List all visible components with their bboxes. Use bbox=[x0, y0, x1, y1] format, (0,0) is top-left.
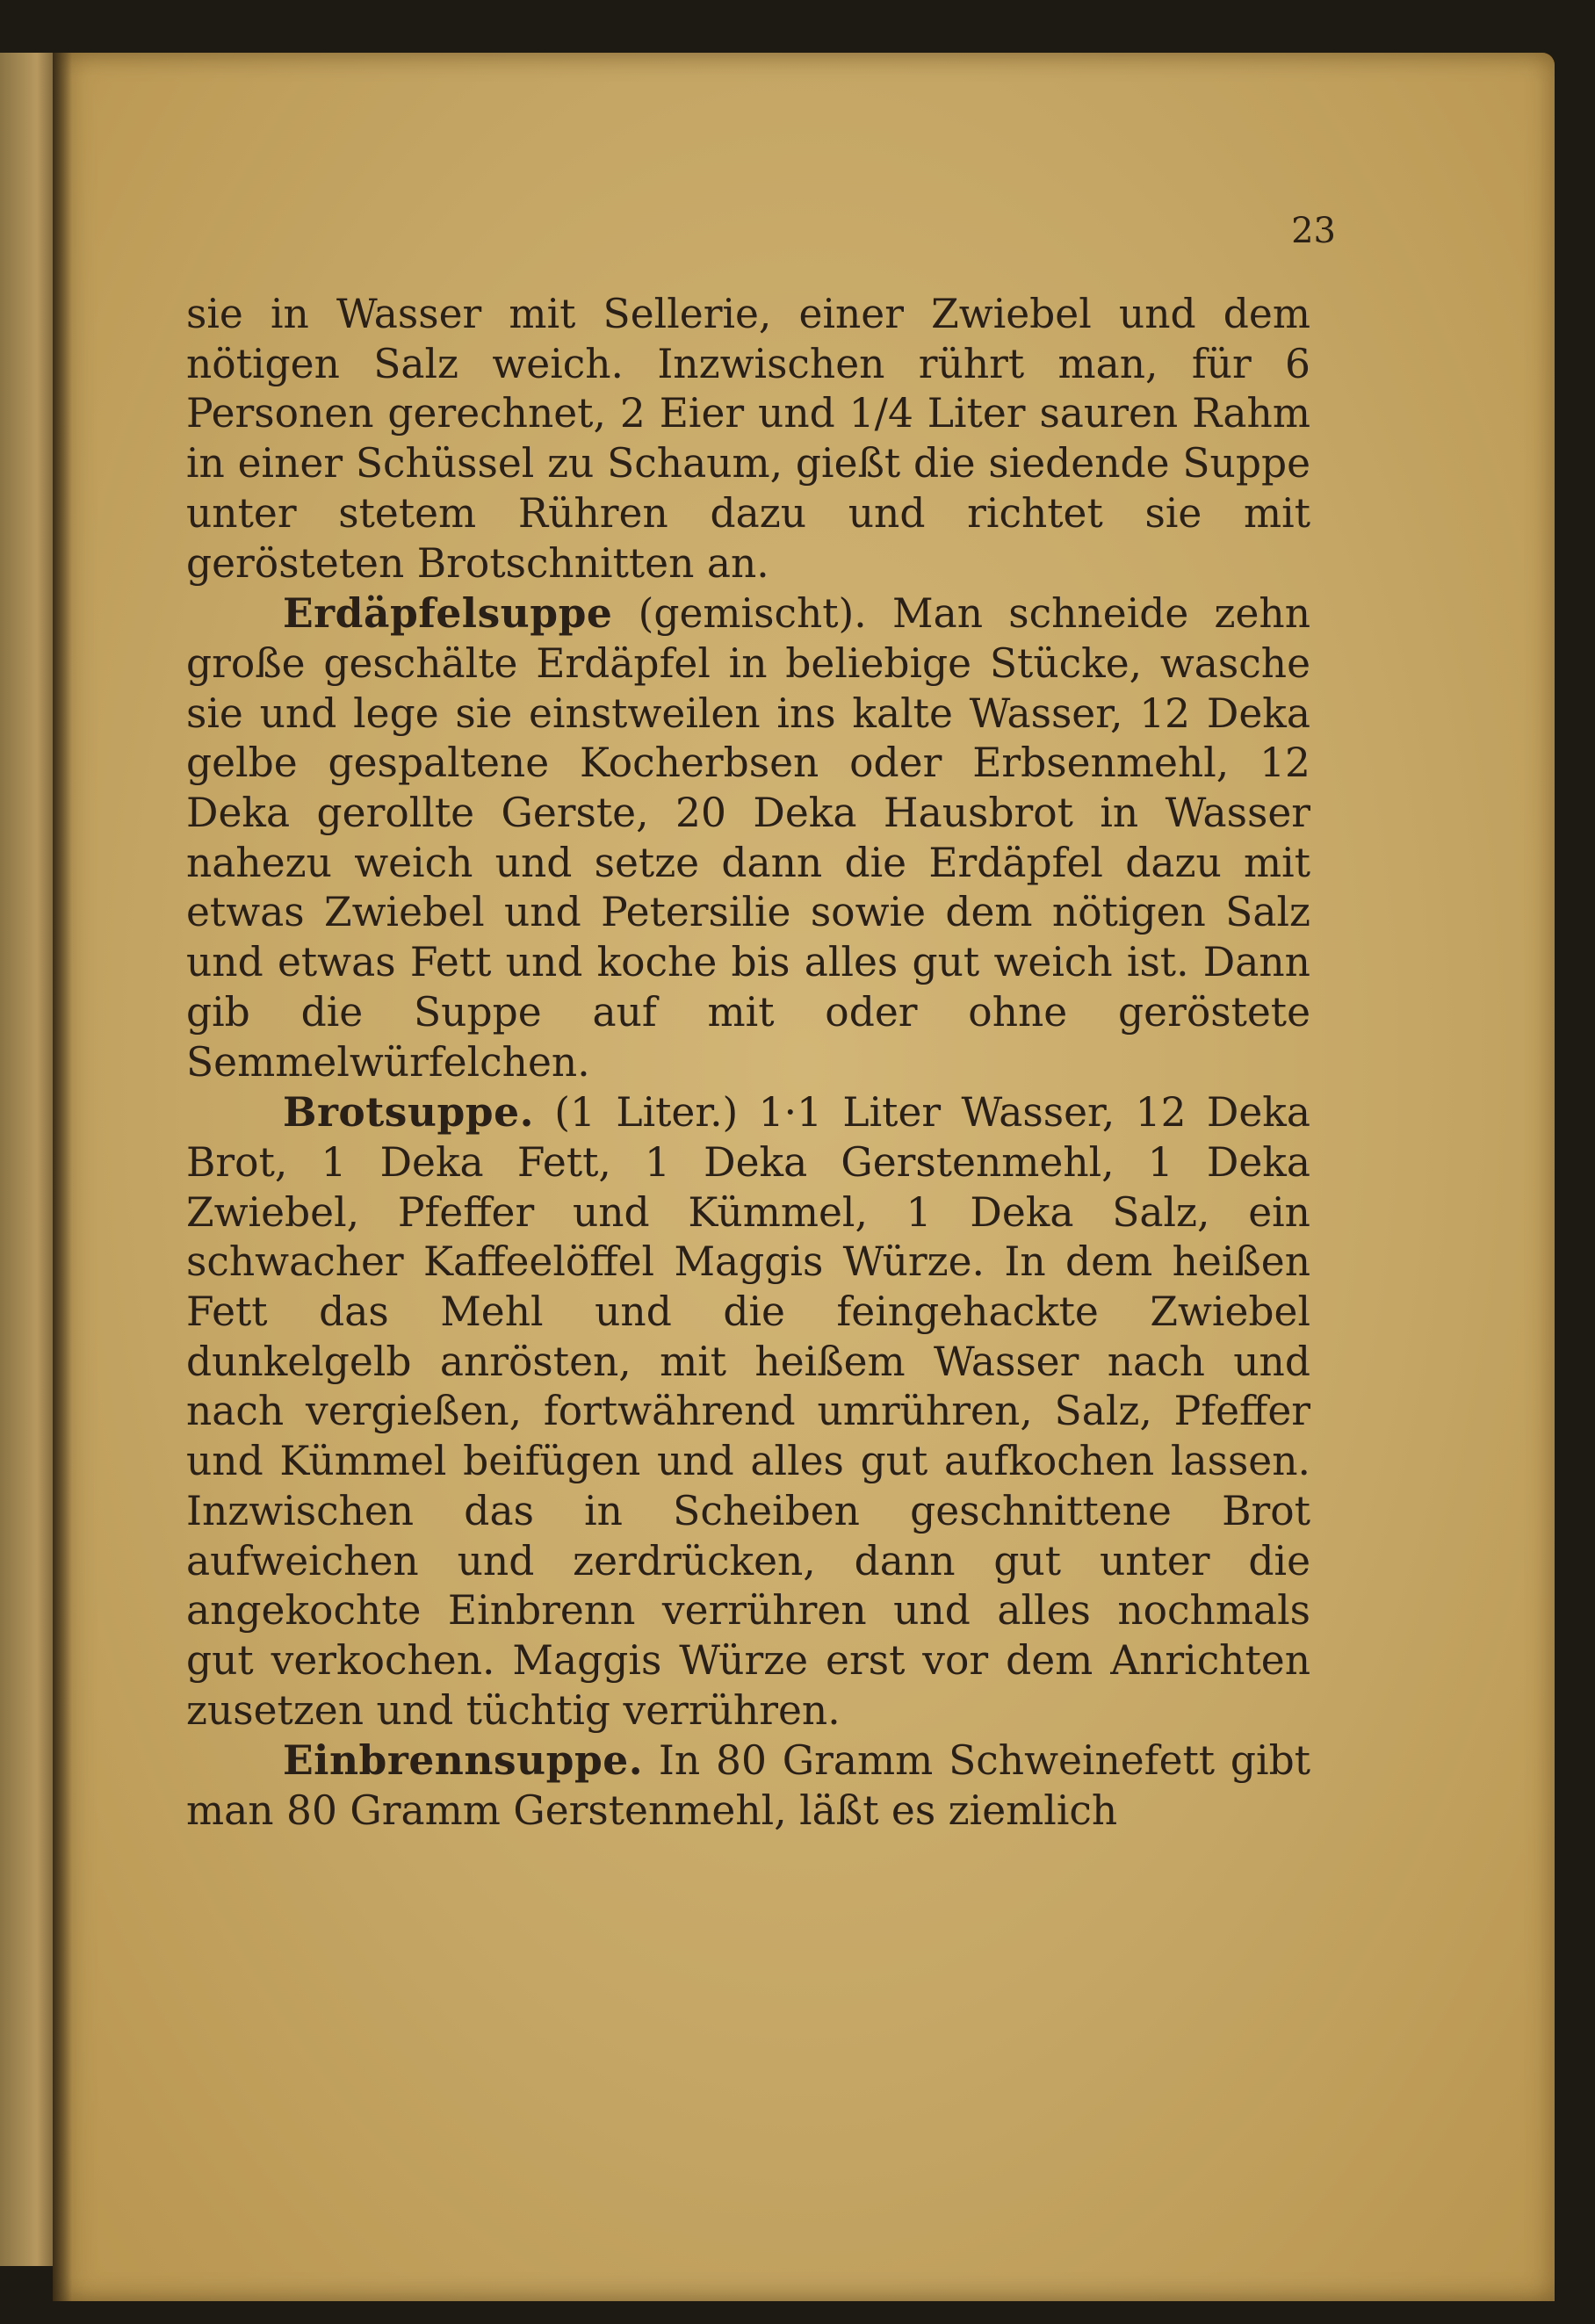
recipe-heading: Einbrennsuppe. bbox=[283, 1736, 644, 1785]
page-number: 23 bbox=[1291, 211, 1336, 251]
recipe-erdaepfelsuppe bbox=[186, 588, 1310, 1087]
paragraph-text: (gemischt). Man schneide zehn große geschälte Erdäpfel in beliebige Stücke, wasche sie und lege sie einstweilen ins kalte Wasser, 12 Deka gelbe gespaltene Kocherbsen oder Erbsenmehl, 12 Deka gerollte Gerste, 20 Deka Hausbrot in Wasser nahezu weich und setze dann die Erdäpfel dazu mit etwas Zwiebel und Petersilie sowie dem nötigen Salz und etwas Fett und koche bis alles gut weich ist. Dann gib die Suppe auf mit oder ohne geröstete Semmelwürfelchen. bbox=[186, 590, 1311, 1086]
recipe-einbrennsuppe bbox=[186, 1736, 1310, 1836]
paragraph-text: (1 Liter.) 1·1 Liter Wasser, 12 Deka Brot, 1 Deka Fett, 1 Deka Gerstenmehl, 1 Deka Zwiebel, Pfeffer und Kümmel, 1 Deka Salz, ein schwacher Kaffeelöffel Maggis Würze. In dem heißen Fett das Mehl und die feingehackte Zwiebel dunkelgelb anrösten, mit heißem Wasser nach und nach vergießen, fortwährend umrühren, Salz, Pfeffer und Kümmel beifügen und alles gut aufkochen lassen. Inzwischen das in Scheiben geschnittene Brot aufweichen und zerdrücken, dann gut unter die angekochte Einbrenn verrühren und alles nochmals gut verkochen. Maggis Würze erst vor dem Anrichten zusetzen und tüchtig verrühren. bbox=[186, 1089, 1310, 1734]
paragraph-text: In 80 Gramm Schweinefett gibt man 80 Gramm Gerstenmehl, läßt es ziemlich bbox=[186, 1737, 1310, 1835]
paragraph-continuation bbox=[186, 290, 1310, 588]
paragraph-text: sie in Wasser mit Sellerie, einer Zwiebel und dem nötigen Salz weich. Inzwischen rührt man, für 6 Personen gerechnet, 2 Eier und 1/4 Liter sauren Rahm in einer Schüssel zu Schaum, gießt die siedende Suppe unter stetem Rühren dazu und richtet sie mit gerösteten Brotschnitten an. bbox=[186, 291, 1310, 587]
recipe-heading: Erdäpfelsuppe bbox=[283, 589, 613, 638]
binding-gutter bbox=[53, 53, 72, 2301]
recipe-heading: Brotsuppe. bbox=[283, 1088, 534, 1137]
recipe-brotsuppe bbox=[186, 1087, 1310, 1736]
recipe-text bbox=[186, 290, 1310, 1837]
